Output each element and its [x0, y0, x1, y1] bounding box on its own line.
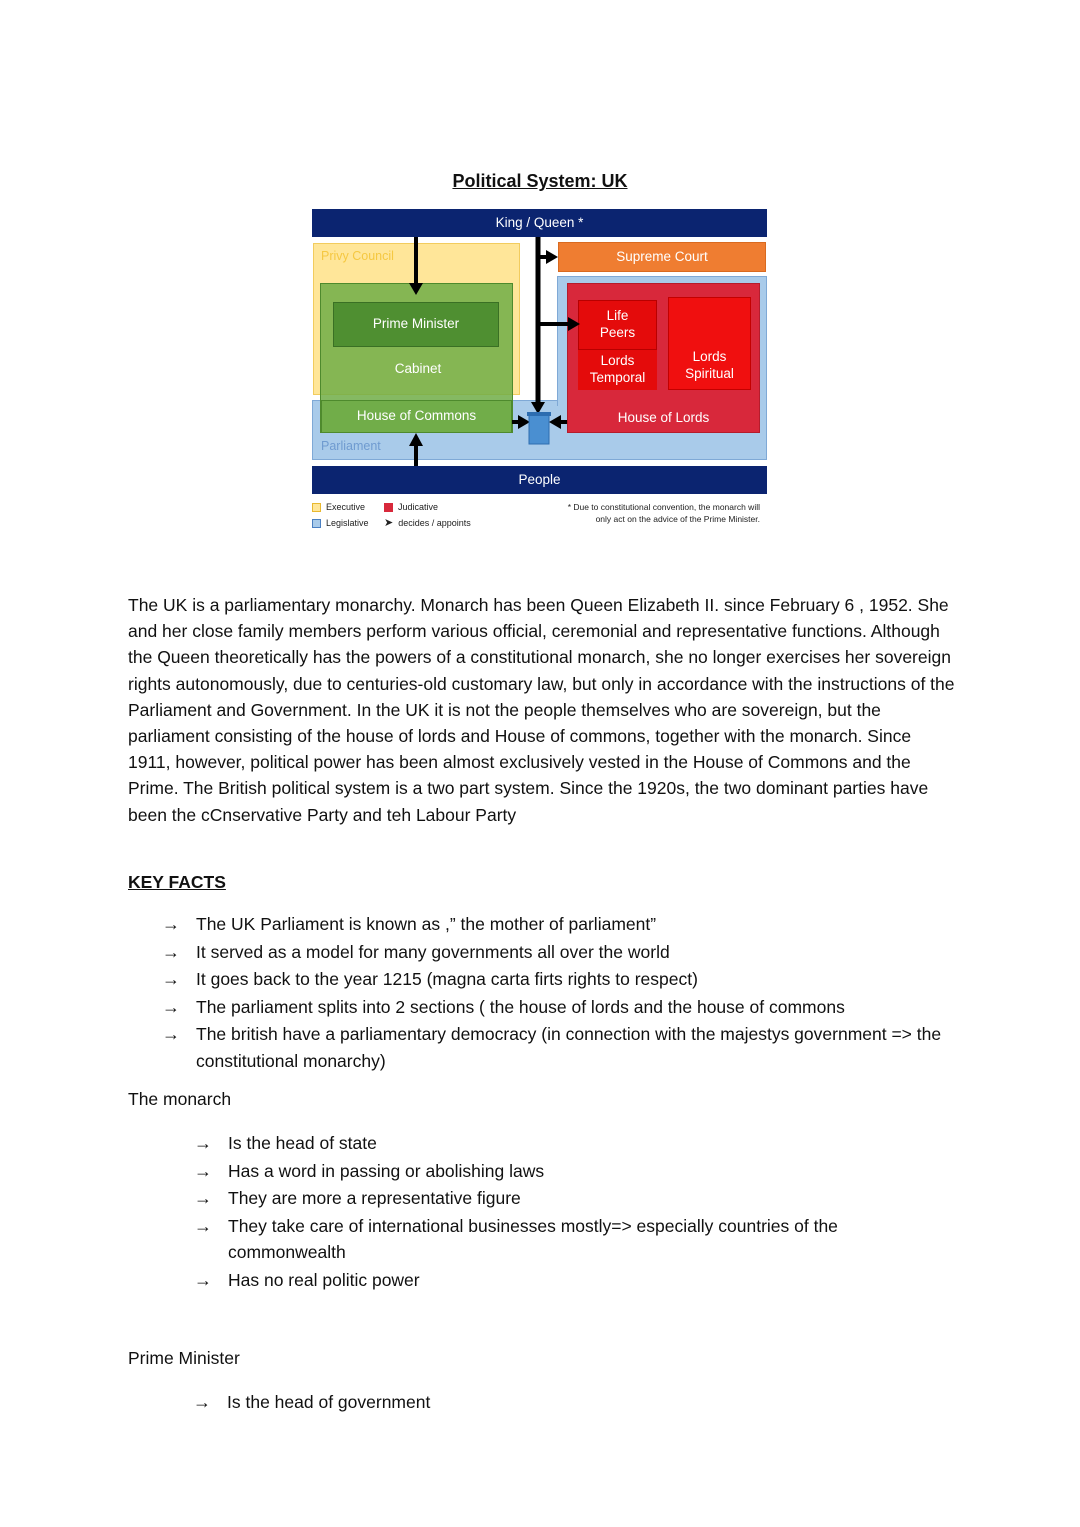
- page-title: Political System: UK: [452, 171, 628, 191]
- legend-decides: [384, 518, 471, 528]
- parliament-label: Parliament: [321, 439, 381, 453]
- arrow-icon: →: [162, 941, 180, 962]
- legislative-swatch: [312, 519, 321, 528]
- intro-paragraph: The UK is a parliamentary monarchy. Monarch has been Queen Elizabeth II. since February 6 , 1952. She and her close family members perform various official, ceremonial and representative functions. Although the Queen theoretically has the powers of a constitutional monarch, she no longer exercises her sovereign rights autonomously, due to centuries-old customary law, but only in accordance with the instructions of the Parliament and Government. In the UK it is not the people themselves who are sovereign, but the parliament consisting of the house of lords and House of commons, together with the monarch. Since 1911, however, political power has been almost exclusively vested in the House of Commons and the Prime. The British political system is a two part system. Since the 1920s, the two dominant parties have been the cCnservative Party and teh Labour Party: [128, 595, 955, 825]
- footnote-line-2: only act on the advice of the Prime Minister.: [595, 514, 760, 525]
- list-item: → They are more a representative figure: [194, 1185, 914, 1212]
- arrow-icon: →: [162, 914, 180, 934]
- footnote-line-1: * Due to constitutional convention, the monarch will: [567, 502, 760, 512]
- decides-arrow-icon: ➤: [384, 516, 394, 529]
- arrowhead-supreme-court: [546, 250, 558, 264]
- arrow-icon: →: [162, 996, 180, 1017]
- arrow-icon: →: [162, 969, 180, 989]
- ballot-box-icon: [529, 414, 549, 444]
- arrowhead-people: [409, 433, 423, 446]
- supreme-court-label: Supreme Court: [616, 248, 708, 264]
- privy-council-label: Privy Council: [321, 249, 394, 263]
- arrowhead-monarch-to-pm: [409, 283, 423, 295]
- prime-minister-list: [193, 1389, 913, 1417]
- monarch-heading: The monarch: [128, 1089, 232, 1109]
- list-item: → The UK Parliament is known as ,” the mother of parliament”: [162, 911, 962, 938]
- list-item: → It goes back to the year 1215 (magna carta firts rights to respect): [162, 966, 962, 993]
- lords-temporal-label: Lords Temporal: [589, 353, 646, 385]
- people-label: People: [518, 471, 561, 487]
- arrow-icon: →: [162, 1024, 180, 1044]
- cabinet-label: Cabinet: [394, 360, 442, 376]
- list-item: → The british have a parliamentary democracy (in connection with the majestys government => the constitutional monarchy): [162, 1021, 962, 1074]
- legend-judicative-label: Judicative: [398, 502, 439, 512]
- list-item: → Has a word in passing or abolishing laws: [194, 1158, 914, 1185]
- arrow-icon: →: [194, 1269, 212, 1290]
- key-facts-list: [162, 911, 962, 1075]
- key-facts-heading: KEY FACTS: [128, 872, 226, 892]
- arrowhead-life-peers: [568, 317, 580, 331]
- arrow-icon: →: [194, 1215, 212, 1236]
- house-of-lords-label: House of Lords: [617, 409, 710, 425]
- arrow-icon: →: [194, 1160, 212, 1181]
- arrow-icon: →: [193, 1392, 211, 1412]
- list-item: → They take care of international businesses mostly=> especially countries of the commonwealth: [194, 1213, 914, 1266]
- list-item: → The parliament splits into 2 sections ( the house of lords and the house of commons: [162, 994, 962, 1021]
- prime-minister-heading: Prime Minister: [128, 1348, 240, 1368]
- monarch-list: [194, 1130, 914, 1294]
- king-queen-label: King / Queen *: [495, 214, 584, 230]
- lords-spiritual-label: Lords Spiritual: [685, 349, 734, 382]
- diagram-footnote: [540, 501, 760, 526]
- house-of-commons-label: House of Commons: [356, 408, 477, 424]
- legend-executive-label: Executive: [326, 502, 366, 512]
- executive-swatch: [312, 503, 321, 512]
- legend-judicative: [384, 502, 438, 512]
- list-item: → Has no real politic power: [194, 1267, 914, 1294]
- legend-legislative: [312, 518, 369, 528]
- legend-legislative-label: Legislative: [326, 518, 369, 528]
- list-item: → Is the head of state: [194, 1130, 914, 1157]
- political-system-diagram: [0, 0, 1080, 560]
- list-item: → It served as a model for many governments all over the world: [162, 939, 962, 966]
- arrowhead-commons: [518, 415, 530, 429]
- life-peers-label: Life Peers: [599, 308, 636, 340]
- arrow-icon: →: [194, 1188, 212, 1208]
- arrows-overlay: [0, 0, 1080, 560]
- prime-minister-label: Prime Minister: [372, 316, 460, 332]
- arrow-icon: →: [194, 1133, 212, 1153]
- list-item: → Is the head of government: [193, 1389, 913, 1416]
- judicative-swatch: [384, 503, 393, 512]
- legend-decides-label: decides / appoints: [398, 518, 471, 528]
- arrowhead-lords: [549, 415, 561, 429]
- legend-executive: [312, 502, 365, 512]
